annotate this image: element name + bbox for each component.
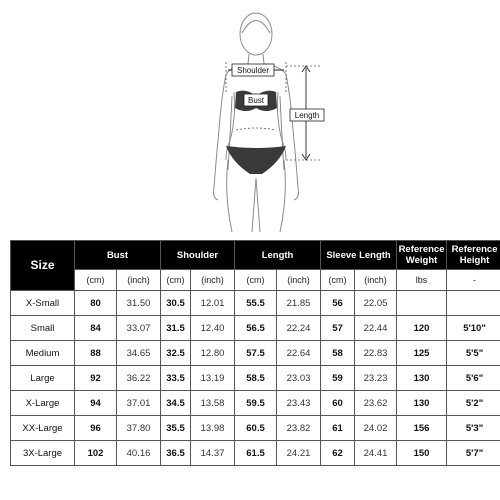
size-cell: 3X-Large [11, 441, 75, 466]
height-cell: 5'3" [447, 416, 500, 441]
weight-cell: 150 [397, 441, 447, 466]
bust-header: Bust [75, 241, 161, 270]
length-cm-cell: 56.5 [235, 316, 277, 341]
length-inch-unit: (inch) [277, 270, 321, 291]
table-row [11, 366, 500, 391]
sleeve-cm-cell: 60 [321, 391, 355, 416]
shoulder-cm-cell: 31.5 [161, 316, 191, 341]
sleeve-length-header: Sleeve Length [321, 241, 397, 270]
bust-cm-cell: 88 [75, 341, 117, 366]
size-header: Size [11, 241, 75, 291]
sleeve-inch-cell: 23.23 [355, 366, 397, 391]
height-unit: - [447, 270, 500, 291]
length-cm-cell: 59.5 [235, 391, 277, 416]
size-cell: Medium [11, 341, 75, 366]
shoulder-cm-cell: 36.5 [161, 441, 191, 466]
size-cell: Large [11, 366, 75, 391]
length-header: Length [235, 241, 321, 270]
hands [214, 188, 299, 200]
length-inch-cell: 23.03 [277, 366, 321, 391]
sleeve-cm-cell: 61 [321, 416, 355, 441]
bust-cm-cell: 80 [75, 291, 117, 316]
height-cell [447, 291, 500, 316]
weight-unit: lbs [397, 270, 447, 291]
shoulder-cm-cell: 34.5 [161, 391, 191, 416]
sleeve-inch-cell: 24.41 [355, 441, 397, 466]
shoulder-inch-unit: (inch) [191, 270, 235, 291]
weight-cell [397, 291, 447, 316]
size-cell: X-Large [11, 391, 75, 416]
bust-label: Bust [247, 96, 265, 105]
shoulder-inch-cell: 14.37 [191, 441, 235, 466]
sleeve-cm-cell: 59 [321, 366, 355, 391]
bust-inch-cell: 34.65 [117, 341, 161, 366]
length-cm-unit: (cm) [235, 270, 277, 291]
length-inch-cell: 21.85 [277, 291, 321, 316]
sleeve-cm-cell: 56 [321, 291, 355, 316]
sleeve-inch-cell: 23.62 [355, 391, 397, 416]
bust-cm-cell: 94 [75, 391, 117, 416]
height-cell: 5'5" [447, 341, 500, 366]
bust-cm-cell: 92 [75, 366, 117, 391]
bust-cm-unit: (cm) [75, 270, 117, 291]
table-body [11, 291, 500, 466]
length-cm-cell: 55.5 [235, 291, 277, 316]
shoulder-header: Shoulder [161, 241, 235, 270]
height-cell: 5'6" [447, 366, 500, 391]
inner-legs [252, 178, 260, 232]
shoulder-cm-unit: (cm) [161, 270, 191, 291]
bust-inch-cell: 33.07 [117, 316, 161, 341]
length-cm-cell: 61.5 [235, 441, 277, 466]
weight-cell: 120 [397, 316, 447, 341]
sleeve-inch-cell: 22.05 [355, 291, 397, 316]
shoulder-cm-cell: 35.5 [161, 416, 191, 441]
measurement-diagram [0, 0, 500, 232]
length-label: Length [294, 111, 320, 120]
table-row [11, 441, 500, 466]
shoulder-inch-cell: 12.01 [191, 291, 235, 316]
hair-line [242, 21, 270, 34]
sleeve-cm-cell: 57 [321, 316, 355, 341]
sleeve-cm-cell: 62 [321, 441, 355, 466]
bust-inch-cell: 37.80 [117, 416, 161, 441]
weight-cell: 125 [397, 341, 447, 366]
size-cell: XX-Large [11, 416, 75, 441]
weight-cell: 130 [397, 391, 447, 416]
length-cm-cell: 58.5 [235, 366, 277, 391]
length-inch-cell: 23.43 [277, 391, 321, 416]
weight-cell: 130 [397, 366, 447, 391]
body-figure [214, 13, 299, 232]
height-cell: 5'2" [447, 391, 500, 416]
sleeve-inch-unit: (inch) [355, 270, 397, 291]
sleeve-inch-cell: 24.02 [355, 416, 397, 441]
shoulder-label: Shoulder [236, 66, 270, 75]
weight-cell: 156 [397, 416, 447, 441]
shoulder-cm-cell: 32.5 [161, 341, 191, 366]
shoulder-inch-cell: 12.40 [191, 316, 235, 341]
sleeve-cm-unit: (cm) [321, 270, 355, 291]
bust-inch-cell: 37.01 [117, 391, 161, 416]
header-row [11, 241, 500, 270]
bust-cm-cell: 84 [75, 316, 117, 341]
length-inch-cell: 24.21 [277, 441, 321, 466]
bust-inch-cell: 36.22 [117, 366, 161, 391]
height-cell: 5'7" [447, 441, 500, 466]
height-cell: 5'10" [447, 316, 500, 341]
size-cell: Small [11, 316, 75, 341]
bust-cm-cell: 96 [75, 416, 117, 441]
bust-inch-cell: 31.50 [117, 291, 161, 316]
bust-inch-unit: (inch) [117, 270, 161, 291]
shoulder-cm-cell: 33.5 [161, 366, 191, 391]
sleeve-inch-cell: 22.83 [355, 341, 397, 366]
shoulder-inch-cell: 13.98 [191, 416, 235, 441]
reference-height-header: Reference Height [447, 241, 500, 270]
reference-weight-header: Reference Weight [397, 241, 447, 270]
sleeve-cm-cell: 58 [321, 341, 355, 366]
head-outline [240, 13, 272, 55]
table-row [11, 316, 500, 341]
bottom-garment [226, 146, 286, 174]
sleeve-inch-cell: 22.44 [355, 316, 397, 341]
length-inch-cell: 22.24 [277, 316, 321, 341]
shoulder-cm-cell: 30.5 [161, 291, 191, 316]
bust-cm-cell: 102 [75, 441, 117, 466]
length-cm-cell: 60.5 [235, 416, 277, 441]
size-cell: X-Small [11, 291, 75, 316]
size-chart-table [10, 240, 500, 466]
length-inch-cell: 22.64 [277, 341, 321, 366]
shoulder-inch-cell: 13.19 [191, 366, 235, 391]
shoulder-inch-cell: 13.58 [191, 391, 235, 416]
unit-row [11, 270, 500, 291]
table-row [11, 416, 500, 441]
table-row [11, 341, 500, 366]
table-row [11, 391, 500, 416]
length-inch-cell: 23.82 [277, 416, 321, 441]
bust-inch-cell: 40.16 [117, 441, 161, 466]
table-row [11, 291, 500, 316]
length-cm-cell: 57.5 [235, 341, 277, 366]
shoulder-inch-cell: 12.80 [191, 341, 235, 366]
